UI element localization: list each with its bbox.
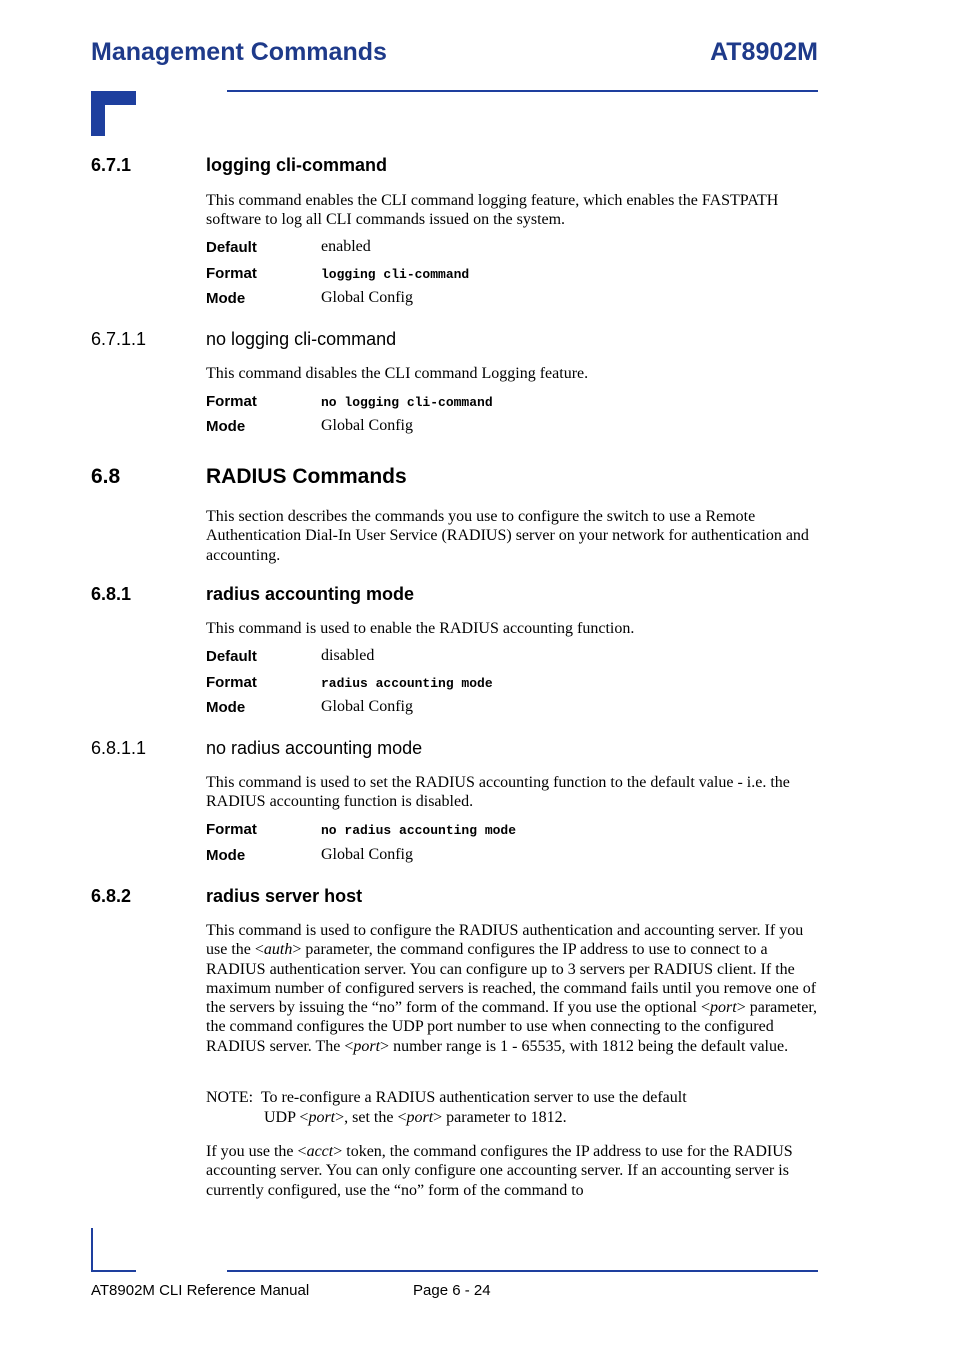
corner-mark [91,91,136,136]
footer-corner-mark [91,1228,93,1272]
mode-label: Mode [206,847,246,864]
format-value: no logging cli-command [321,395,493,410]
header-rule [227,90,818,92]
section-description: This command disables the CLI command Logging feature. [206,365,589,382]
section-title: radius server host [206,886,363,906]
footer-page-number: Page 6 - 24 [413,1282,491,1299]
format-label: Format [206,821,257,838]
mode-value: Global Config [321,698,413,715]
section-number: 6.8 [91,465,121,488]
section-title: logging cli-command [206,155,388,175]
radius-server-host-description: This command is used to configure the RADIUS authentication and accounting server. If you use the <auth> parameter, the command configures the IP address to use to connect to a RADIUS authentication server. You can configure up to 3 servers per RADIUS client. If the maximum number of configured servers is reached, the command fails until you remove one of the servers by issuing the “no” form of the command. If you use the optional <port> parameter, the command configures the UDP port number to use when connecting to the configured RADIUS server. The <port> number range is 1 - 65535, with 1812 being the default value. [206,922,818,1055]
footer-manual-title: AT8902M CLI Reference Manual [91,1282,310,1299]
mode-value: Global Config [321,289,413,306]
format-label: Format [206,393,257,410]
mode-value: Global Config [321,417,413,434]
acct-description: If you use the <acct> token, the command configures the IP address to use for the RADIUS accounting server. You can only configure one accounting server. If an accounting server is currently configured, use the “no” form of the command to [206,1143,793,1199]
mode-label: Mode [206,290,246,307]
header-product: AT8902M [710,38,818,66]
mode-label: Mode [206,699,246,716]
format-value: logging cli-command [321,267,470,282]
note-label: NOTE: [206,1089,254,1106]
section-description: This command is used to enable the RADIUS accounting function. [206,620,635,637]
section-title: no logging cli-command [206,329,397,349]
section-description: This section describes the commands you use to configure the switch to use a Remote Authentication Dial-In User Service (RADIUS) server on your network for authentication and accounting. [206,508,809,564]
default-label: Default [206,648,257,665]
format-value: no radius accounting mode [321,823,517,838]
format-label: Format [206,265,257,282]
section-number: 6.7.1 [91,155,132,175]
default-value: disabled [321,647,375,664]
section-number: 6.8.2 [91,886,132,906]
mode-label: Mode [206,418,246,435]
section-title: radius accounting mode [206,584,415,604]
format-label: Format [206,674,257,691]
mode-value: Global Config [321,846,413,863]
header-title: Management Commands [91,38,387,66]
section-title: RADIUS Commands [206,465,407,488]
section-description: This command is used to set the RADIUS accounting function to the default value - i.e. the RADIUS accounting function is disabled. [206,774,790,811]
section-number: 6.7.1.1 [91,329,147,349]
footer-rule-left [91,1270,136,1272]
note-block: NOTE: To re-configure a RADIUS authentication server to use the default UDP <port>, set the <port> parameter to 1812. [206,1089,687,1127]
format-value: radius accounting mode [321,676,493,691]
footer-rule [227,1270,818,1272]
default-value: enabled [321,238,371,255]
default-label: Default [206,239,257,256]
section-title: no radius accounting mode [206,738,423,758]
section-number: 6.8.1.1 [91,738,147,758]
section-number: 6.8.1 [91,584,132,604]
section-description: This command enables the CLI command logging feature, which enables the FASTPATH software to log all CLI commands issued on the system. [206,192,779,229]
